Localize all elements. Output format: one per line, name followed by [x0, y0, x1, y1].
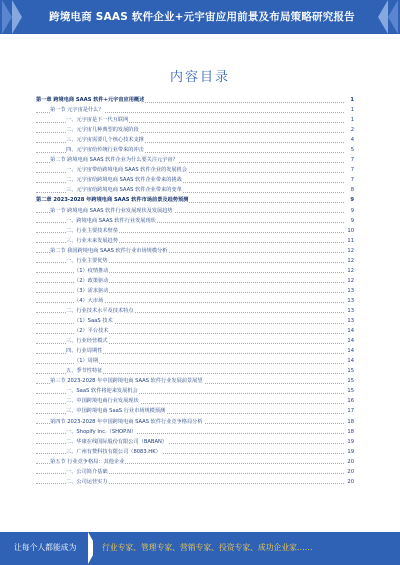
toc-entry[interactable]: [36, 376, 354, 386]
toc-entry-title: 一、跨境电商 SAAS 软件行业发展现状: [66, 217, 156, 224]
toc-entry[interactable]: [36, 115, 354, 125]
toc-entry-page: 20: [346, 467, 354, 477]
toc-entry-title: （1）SaaS 技术: [74, 318, 113, 325]
toc-entry-title: （1）周期: [74, 358, 99, 365]
toc-entry[interactable]: [36, 185, 354, 195]
toc-entry[interactable]: [36, 386, 354, 396]
toc-entry-page: 5: [350, 145, 354, 155]
toc-entry-page: 15: [346, 366, 354, 376]
toc-entry-page: 2: [350, 125, 354, 135]
toc-entry-title: 四、元宇宙给传统行业带来的冲击: [66, 147, 144, 154]
toc-entry[interactable]: [36, 195, 354, 205]
toc-entry-page: 12: [346, 256, 354, 266]
toc-entry-page: 18: [346, 427, 354, 437]
header-right-chevron-icon: [388, 0, 398, 34]
header-right-chevron-icon: [378, 0, 388, 34]
toc-entry[interactable]: [36, 296, 354, 306]
toc-entry[interactable]: [36, 477, 354, 487]
toc-entry-page: 14: [346, 336, 354, 346]
footer-lead-text: 让每个人都能成为: [14, 543, 77, 552]
toc-entry-page: 1: [350, 105, 354, 115]
toc-entry[interactable]: [36, 336, 354, 346]
toc-entry-title: 三、中国跨境电商 SaaS 行业市场规模预测: [66, 408, 166, 415]
header-left-chevron-icon: [12, 0, 22, 34]
toc-entry-page: 8: [350, 185, 354, 195]
toc-entry-page: 18: [346, 417, 354, 427]
toc-entry[interactable]: [36, 226, 354, 236]
toc-entry[interactable]: [36, 346, 354, 356]
toc-entry-title: （4）大市场: [74, 297, 104, 304]
toc-entry-page: 9: [350, 216, 354, 226]
toc-entry-page: 13: [346, 316, 354, 326]
toc-entry[interactable]: [36, 366, 354, 376]
toc-entry-page: 1: [349, 95, 354, 105]
toc-entry-title: 二、元宇宙给跨境电商 SAAS 软件企业带来的挑战: [66, 177, 182, 184]
toc-entry-title: （2）平台技术: [74, 328, 109, 335]
toc-entry-page: 12: [346, 276, 354, 286]
toc-entry-title: 三、元宇宙需要几个核心技术支撑: [66, 137, 144, 144]
toc-entry-page: 7: [350, 165, 354, 175]
toc-entry[interactable]: [36, 427, 354, 437]
toc-entry-title: 二、行业主要技术壁垒: [66, 227, 118, 234]
toc-entry[interactable]: [36, 326, 354, 336]
footer-arrow-cutout: [93, 532, 102, 564]
toc-entry-title: 第二节 跨境电商 SAAS 软件企业为什么要关注元宇宙？: [50, 157, 178, 164]
toc-entry-page: 20: [346, 477, 354, 487]
toc-entry-page: 15: [346, 376, 354, 386]
toc-entry[interactable]: [36, 276, 354, 286]
toc-entry[interactable]: [36, 396, 354, 406]
toc-entry-page: 13: [346, 306, 354, 316]
toc-entry[interactable]: [36, 175, 354, 185]
toc-entry-page: 14: [346, 326, 354, 336]
toc-entry-title: 第一节 元宇宙是什么？: [50, 107, 104, 114]
footer-roles-text: 行业专家、管理专家、营销专家、投资专家、成功企业家……: [102, 543, 313, 552]
toc-entry-title: （3）需求驱动: [74, 287, 109, 294]
toc-entry[interactable]: [36, 266, 354, 276]
toc-entry-page: 20: [346, 457, 354, 467]
toc-entry-title: 第四节 2023-2028 年中国跨境电商 SAAS 软件行业竞争格局分析: [50, 418, 203, 425]
toc-entry-title: 一、SaaS 软件将迎来发展机会: [66, 388, 138, 395]
toc-entry-page: 19: [346, 437, 354, 447]
toc-entry-title: 五、季节性特征: [66, 368, 103, 375]
table-of-contents: [36, 95, 354, 487]
toc-entry-title: 第一节 跨境电商 SAAS 软件行业发展现状及发展趋势: [50, 207, 173, 214]
toc-entry-title: 一、行业主要优势: [66, 257, 108, 264]
toc-entry-page: 1: [350, 115, 354, 125]
toc-entry-title: 二、公司运营实力: [66, 478, 108, 485]
toc-entry-page: 9: [349, 195, 354, 205]
toc-entry-page: 11: [346, 236, 354, 246]
toc-entry-page: 13: [346, 296, 354, 306]
toc-entry[interactable]: [36, 286, 354, 296]
toc-entry-title: 二、元宇宙几种典型的发展阶段: [66, 127, 139, 134]
toc-heading: 内容目录: [169, 70, 230, 85]
toc-entry-page: 12: [346, 246, 354, 256]
toc-entry-title: 三、元宇宙给跨境电商 SAAS 软件企业带来的变革: [66, 187, 182, 194]
header-left-chevron-icon: [2, 0, 12, 34]
toc-entry[interactable]: [36, 236, 354, 246]
toc-entry[interactable]: [36, 135, 354, 145]
toc-entry-title: 二、行业技术水平及技术特点: [66, 307, 134, 314]
report-title: 跨境电商 SAAS 软件企业+元宇宙应用前景及布局策略研究报告: [49, 11, 355, 23]
toc-entry-page: 4: [350, 135, 354, 145]
toc-entry[interactable]: [36, 306, 354, 316]
toc-entry[interactable]: [36, 216, 354, 226]
toc-entry-page: 7: [350, 175, 354, 185]
toc-entry-title: 三、行业经营模式: [66, 338, 108, 345]
toc-entry[interactable]: [36, 256, 354, 266]
header-band: [0, 0, 400, 34]
toc-entry[interactable]: [36, 206, 354, 216]
toc-entry[interactable]: [36, 467, 354, 477]
toc-entry-title: （2）政策驱动: [74, 277, 109, 284]
toc-entry-title: 第一章 跨境电商 SAAS 软件+元宇宙应用概述: [36, 97, 145, 103]
toc-entry-title: 二、中国跨境电商行业发展现状: [66, 398, 139, 405]
toc-entry[interactable]: [36, 95, 354, 105]
toc-entry-page: 16: [346, 396, 354, 406]
toc-entry[interactable]: [36, 316, 354, 326]
toc-entry-page: 12: [346, 266, 354, 276]
toc-entry-title: 第二节 我国跨境电商 SAAS 软件行业市场规模分析: [50, 247, 168, 254]
footer-band: [0, 532, 400, 565]
toc-entry-title: 第二章 2023-2028 年跨境电商 SAAS 软件市场前景及趋势预测: [36, 197, 189, 204]
toc-entry[interactable]: [36, 447, 354, 457]
toc-entry-title: 一、元宇宙带给跨境电商 SAAS 软件企业的发展机会: [66, 167, 187, 174]
toc-entry-title: 三、行业未来发展趋势: [66, 237, 118, 244]
toc-entry[interactable]: [36, 155, 354, 165]
toc-entry[interactable]: [36, 457, 354, 467]
toc-entry-title: 一、元宇宙是下一代互联网: [66, 117, 129, 124]
toc-entry-page: 7: [350, 155, 354, 165]
toc-entry-page: 19: [346, 447, 354, 457]
toc-entry-page: 9: [350, 206, 354, 216]
toc-entry[interactable]: [36, 125, 354, 135]
toc-entry[interactable]: [36, 437, 354, 447]
toc-entry[interactable]: [36, 417, 354, 427]
toc-entry-page: 17: [346, 406, 354, 416]
toc-entry[interactable]: [36, 356, 354, 366]
toc-entry-page: 10: [346, 226, 354, 236]
toc-entry[interactable]: [36, 105, 354, 115]
toc-entry-title: 一、公司简介基础: [66, 468, 108, 475]
toc-entry-title: 四、行业周期性: [66, 348, 103, 355]
toc-entry[interactable]: [36, 246, 354, 256]
toc-entry-page: 14: [346, 346, 354, 356]
toc-entry-page: 15: [346, 386, 354, 396]
toc-entry-page: 14: [346, 356, 354, 366]
toc-entry[interactable]: [36, 165, 354, 175]
toc-entry[interactable]: [36, 145, 354, 155]
toc-entry-title: 第三节 2023-2028 年中国跨境电商 SAAS 软件行业发展前景展望: [50, 378, 203, 385]
toc-entry[interactable]: [36, 406, 354, 416]
toc-entry-title: 三、广州有赞科技有限公司（8083.HK）: [66, 448, 161, 455]
toc-entry-title: 一、Shopify Inc.（SHOP.N）: [66, 428, 137, 435]
toc-entry-title: （1）疫情推动: [74, 267, 109, 274]
toc-entry-title: 二、华康在线国际股份有限公司（BABAN）: [66, 438, 168, 445]
toc-entry-page: 13: [346, 286, 354, 296]
toc-entry-title: 第五节 行业竞争格局：其他企业: [50, 458, 125, 465]
